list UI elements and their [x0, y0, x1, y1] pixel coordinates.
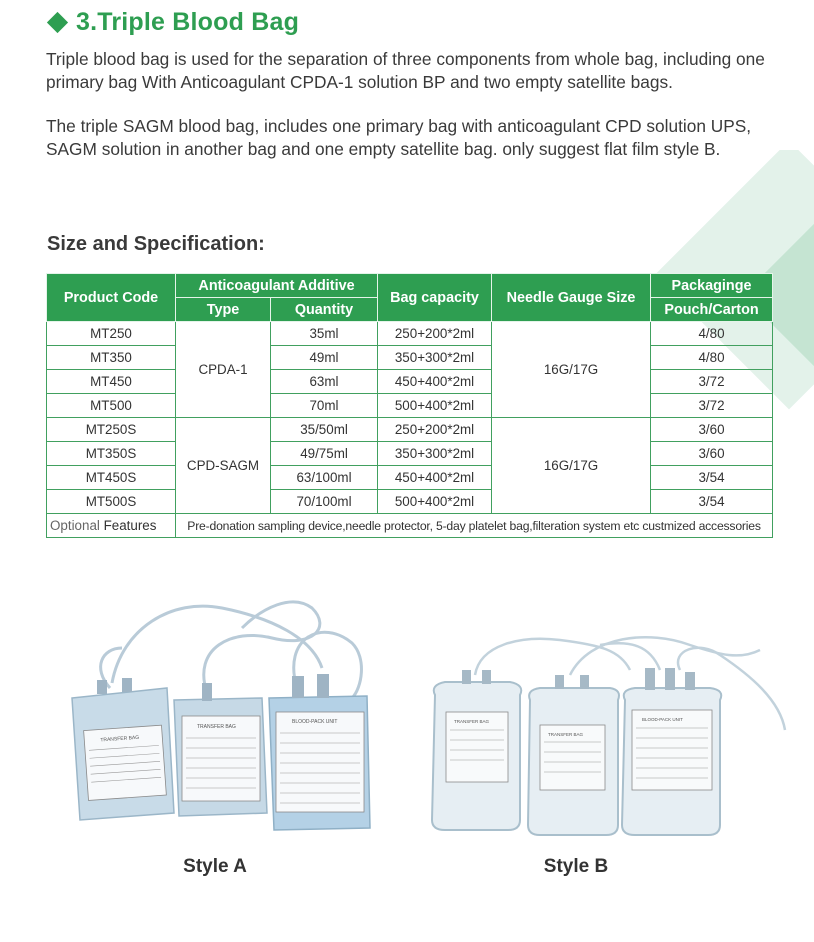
header-packaging: Packaginge	[651, 274, 773, 298]
optional-features-label	[47, 514, 176, 538]
cell-pack: 4/80	[651, 322, 773, 346]
cell-type: CPDA-1	[176, 322, 271, 418]
header-pouch-carton: Pouch/Carton	[651, 298, 773, 322]
optional-label-light: Optional	[50, 518, 100, 533]
cell-pack: 3/60	[651, 418, 773, 442]
cell-capacity: 450+400*2ml	[378, 466, 492, 490]
cell-capacity: 250+200*2ml	[378, 322, 492, 346]
header-needle-gauge: Needle Gauge Size	[492, 274, 651, 322]
cell-pack: 3/54	[651, 466, 773, 490]
spec-table	[46, 273, 773, 538]
page-title	[48, 8, 299, 37]
cell-pack: 3/54	[651, 490, 773, 514]
bag-label-text: TRANSFER BAG	[100, 734, 140, 744]
cell-code: MT450	[47, 370, 176, 394]
cell-capacity: 450+400*2ml	[378, 370, 492, 394]
cell-code: MT350	[47, 346, 176, 370]
cell-quantity: 63/100ml	[271, 466, 378, 490]
cell-code: MT350S	[47, 442, 176, 466]
bag-label-text: TRANSFER BAG	[548, 732, 584, 737]
optional-label-dark: Features	[103, 518, 157, 533]
style-a-bag-2	[174, 683, 267, 816]
style-b-bags-photo	[420, 630, 790, 840]
cell-code: MT500	[47, 394, 176, 418]
cell-code: MT500S	[47, 490, 176, 514]
cell-capacity: 500+400*2ml	[378, 490, 492, 514]
bag-label-text: BLOOD-PACK UNIT	[642, 717, 683, 722]
header-additive: Anticoagulant Additive	[176, 274, 378, 298]
intro-paragraph-1: Triple blood bag is used for the separation of three components from whole bag, including one primary bag With Anticoagulant CPDA-1 solution BP and two empty satellite bags.	[46, 49, 765, 92]
table-row	[47, 370, 773, 394]
cell-pack: 3/72	[651, 394, 773, 418]
cell-code: MT450S	[47, 466, 176, 490]
diamond-bullet-icon	[47, 12, 68, 33]
cell-capacity: 350+300*2ml	[378, 442, 492, 466]
table-row	[47, 418, 773, 442]
cell-quantity: 70/100ml	[271, 490, 378, 514]
cell-quantity: 35/50ml	[271, 418, 378, 442]
section-title: Size and Specification:	[47, 233, 265, 255]
style-b-bag-3	[622, 668, 721, 835]
style-b-caption: Style B	[543, 856, 609, 877]
cell-needle: 16G/17G	[492, 322, 651, 418]
table-row	[47, 466, 773, 490]
table-row	[47, 346, 773, 370]
cell-capacity: 250+200*2ml	[378, 418, 492, 442]
cell-pack: 3/60	[651, 442, 773, 466]
header-product-code: Product Code	[47, 274, 176, 322]
table-row	[47, 442, 773, 466]
intro-paragraph-2: The triple SAGM blood bag, includes one primary bag with anticoagulant CPD solution UPS, SAGM solution in another bag and one empty satellite bag. only suggest flat film style B.	[46, 116, 752, 159]
optional-features-text: Pre-donation sampling device,needle protector, 5-day platelet bag,filteration system etc custmized accessories	[176, 514, 773, 538]
cell-needle: 16G/17G	[492, 418, 651, 514]
cell-capacity: 500+400*2ml	[378, 394, 492, 418]
table-row	[47, 394, 773, 418]
table-row	[47, 322, 773, 346]
table-row	[47, 490, 773, 514]
bag-label-text: BLOOD-PACK UNIT	[292, 719, 338, 725]
style-b-bag-1	[432, 670, 521, 830]
header-bag-capacity: Bag capacity	[378, 274, 492, 322]
page-title-text: 3.Triple Blood Bag	[76, 8, 300, 36]
style-a-bags-photo	[62, 588, 374, 838]
cell-capacity: 350+300*2ml	[378, 346, 492, 370]
bag-label-text: TRANSFER BAG	[197, 724, 236, 730]
cell-type: CPD-SAGM	[176, 418, 271, 514]
header-type: Type	[176, 298, 271, 322]
style-b-bag-2	[528, 675, 619, 835]
cell-code: MT250	[47, 322, 176, 346]
cell-quantity: 49ml	[271, 346, 378, 370]
optional-features-row	[47, 514, 773, 538]
cell-quantity: 70ml	[271, 394, 378, 418]
bag-label-text: TRANSFER BAG	[454, 719, 490, 724]
header-quantity: Quantity	[271, 298, 378, 322]
style-a-bag-1	[72, 678, 174, 820]
cell-pack: 4/80	[651, 346, 773, 370]
cell-quantity: 63ml	[271, 370, 378, 394]
cell-pack: 3/72	[651, 370, 773, 394]
cell-code: MT250S	[47, 418, 176, 442]
style-a-bag-3	[269, 674, 370, 830]
cell-quantity: 49/75ml	[271, 442, 378, 466]
cell-quantity: 35ml	[271, 322, 378, 346]
style-a-caption: Style A	[183, 856, 247, 877]
